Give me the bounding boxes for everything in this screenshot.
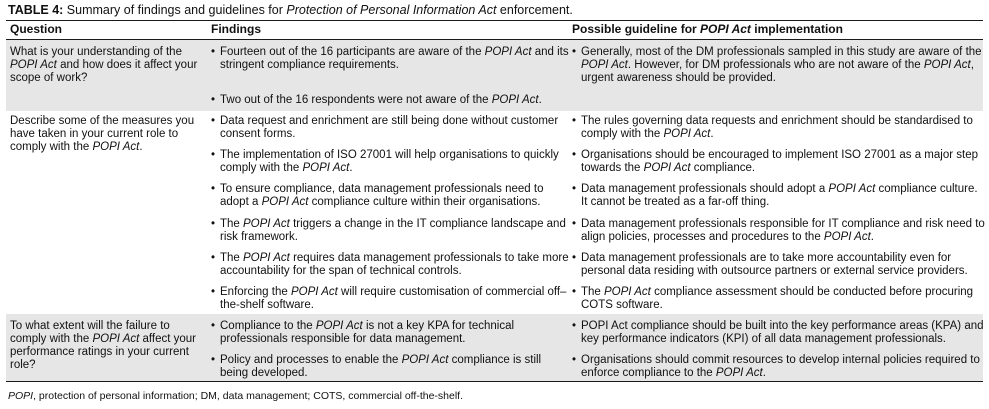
- row-2-finding-2: • The implementation of ISO 27001 will help organisations to quickly comply with the POPI Act.: [211, 149, 559, 174]
- row-1-guideline-1: • Generally, most of the DM professionals sampled in this study are aware of the POPI Act. However, for DM professionals who are not aware of the POPI Act, urgent awareness should be provided.: [572, 46, 982, 84]
- row-3-guideline-1: • POPI Act compliance should be built into the key performance areas (KPA) and key performance indicators (KPI) of all data management professionals.: [572, 320, 984, 345]
- row-2-finding-3: • To ensure compliance, data management professionals need to adopt a POPI Act compliance culture within their organisations.: [211, 183, 544, 208]
- row-2-question: Describe some of the measures you have taken in your current role to comply with the POPI Act.: [10, 115, 195, 153]
- row-2-guideline-2: • Organisations should be encouraged to implement ISO 27001 as a major step towards the POPI Act compliance.: [572, 149, 978, 174]
- table-footnote: POPI, protection of personal information; DM, data management; COTS, commercial off-the-shelf.: [8, 390, 464, 402]
- table-caption: TABLE 4: Summary of findings and guidelines for Protection of Personal Information Act enforcement.: [8, 3, 573, 17]
- row-2-finding-4: • The POPI Act triggers a change in the IT compliance landscape and risk framework.: [211, 218, 566, 243]
- bottom-rule: [6, 381, 983, 382]
- header-question: Question: [10, 22, 63, 36]
- row-1-question: What is your understanding of the POPI Act and how does it affect your scope of work?: [10, 46, 198, 84]
- header-findings: Findings: [211, 22, 261, 36]
- row-2-guideline-4: • Data management professionals responsible for IT compliance and risk need to align policies, processes and procedures to the POPI Act.: [572, 218, 985, 243]
- row-2-finding-6: • Enforcing the POPI Act will require customisation of commercial off–the-shelf software.: [211, 286, 567, 311]
- row-1-finding-1: • Fourteen out of the 16 participants are aware of the POPI Act and its stringent compliance requirements.: [211, 46, 569, 71]
- row-3-finding-1: • Compliance to the POPI Act is not a key KPA for technical professionals responsible for data management.: [211, 320, 515, 345]
- row-2-finding-1: • Data request and enrichment are still being done without customer consent forms.: [211, 115, 559, 140]
- row-3-finding-2: • Policy and processes to enable the POPI Act compliance is still being developed.: [211, 354, 542, 379]
- row-2-finding-5: • The POPI Act requires data management professionals to take more accountability for the span of technical controls.: [211, 252, 569, 277]
- row-2-guideline-3: • Data management professionals should adopt a POPI Act compliance culture. It cannot be treated as a far-off thing.: [572, 183, 978, 208]
- row-2-guideline-6: • The POPI Act compliance assessment should be conducted before procuring COTS software.: [572, 286, 974, 311]
- row-1-finding-2: • Two out of the 16 respondents were not aware of the POPI Act.: [211, 94, 542, 106]
- row-3-guideline-2: • Organisations should commit resources to develop internal policies required to enforce compliance to the POPI Act.: [572, 354, 980, 379]
- row-3-question: To what extent will the failure to comply with the POPI Act affect your performance ratings in your current role?: [10, 320, 197, 371]
- row-2-guideline-5: • Data management professionals are to take more accountability even for personal data residing with outsource partners or external service providers.: [572, 252, 968, 277]
- top-rule: [6, 20, 983, 21]
- header-guideline: Possible guideline for POPI Act implementation: [572, 22, 843, 36]
- row-2-guideline-1: • The rules governing data requests and enrichment should be standardised to comply with the POPI Act.: [572, 115, 973, 140]
